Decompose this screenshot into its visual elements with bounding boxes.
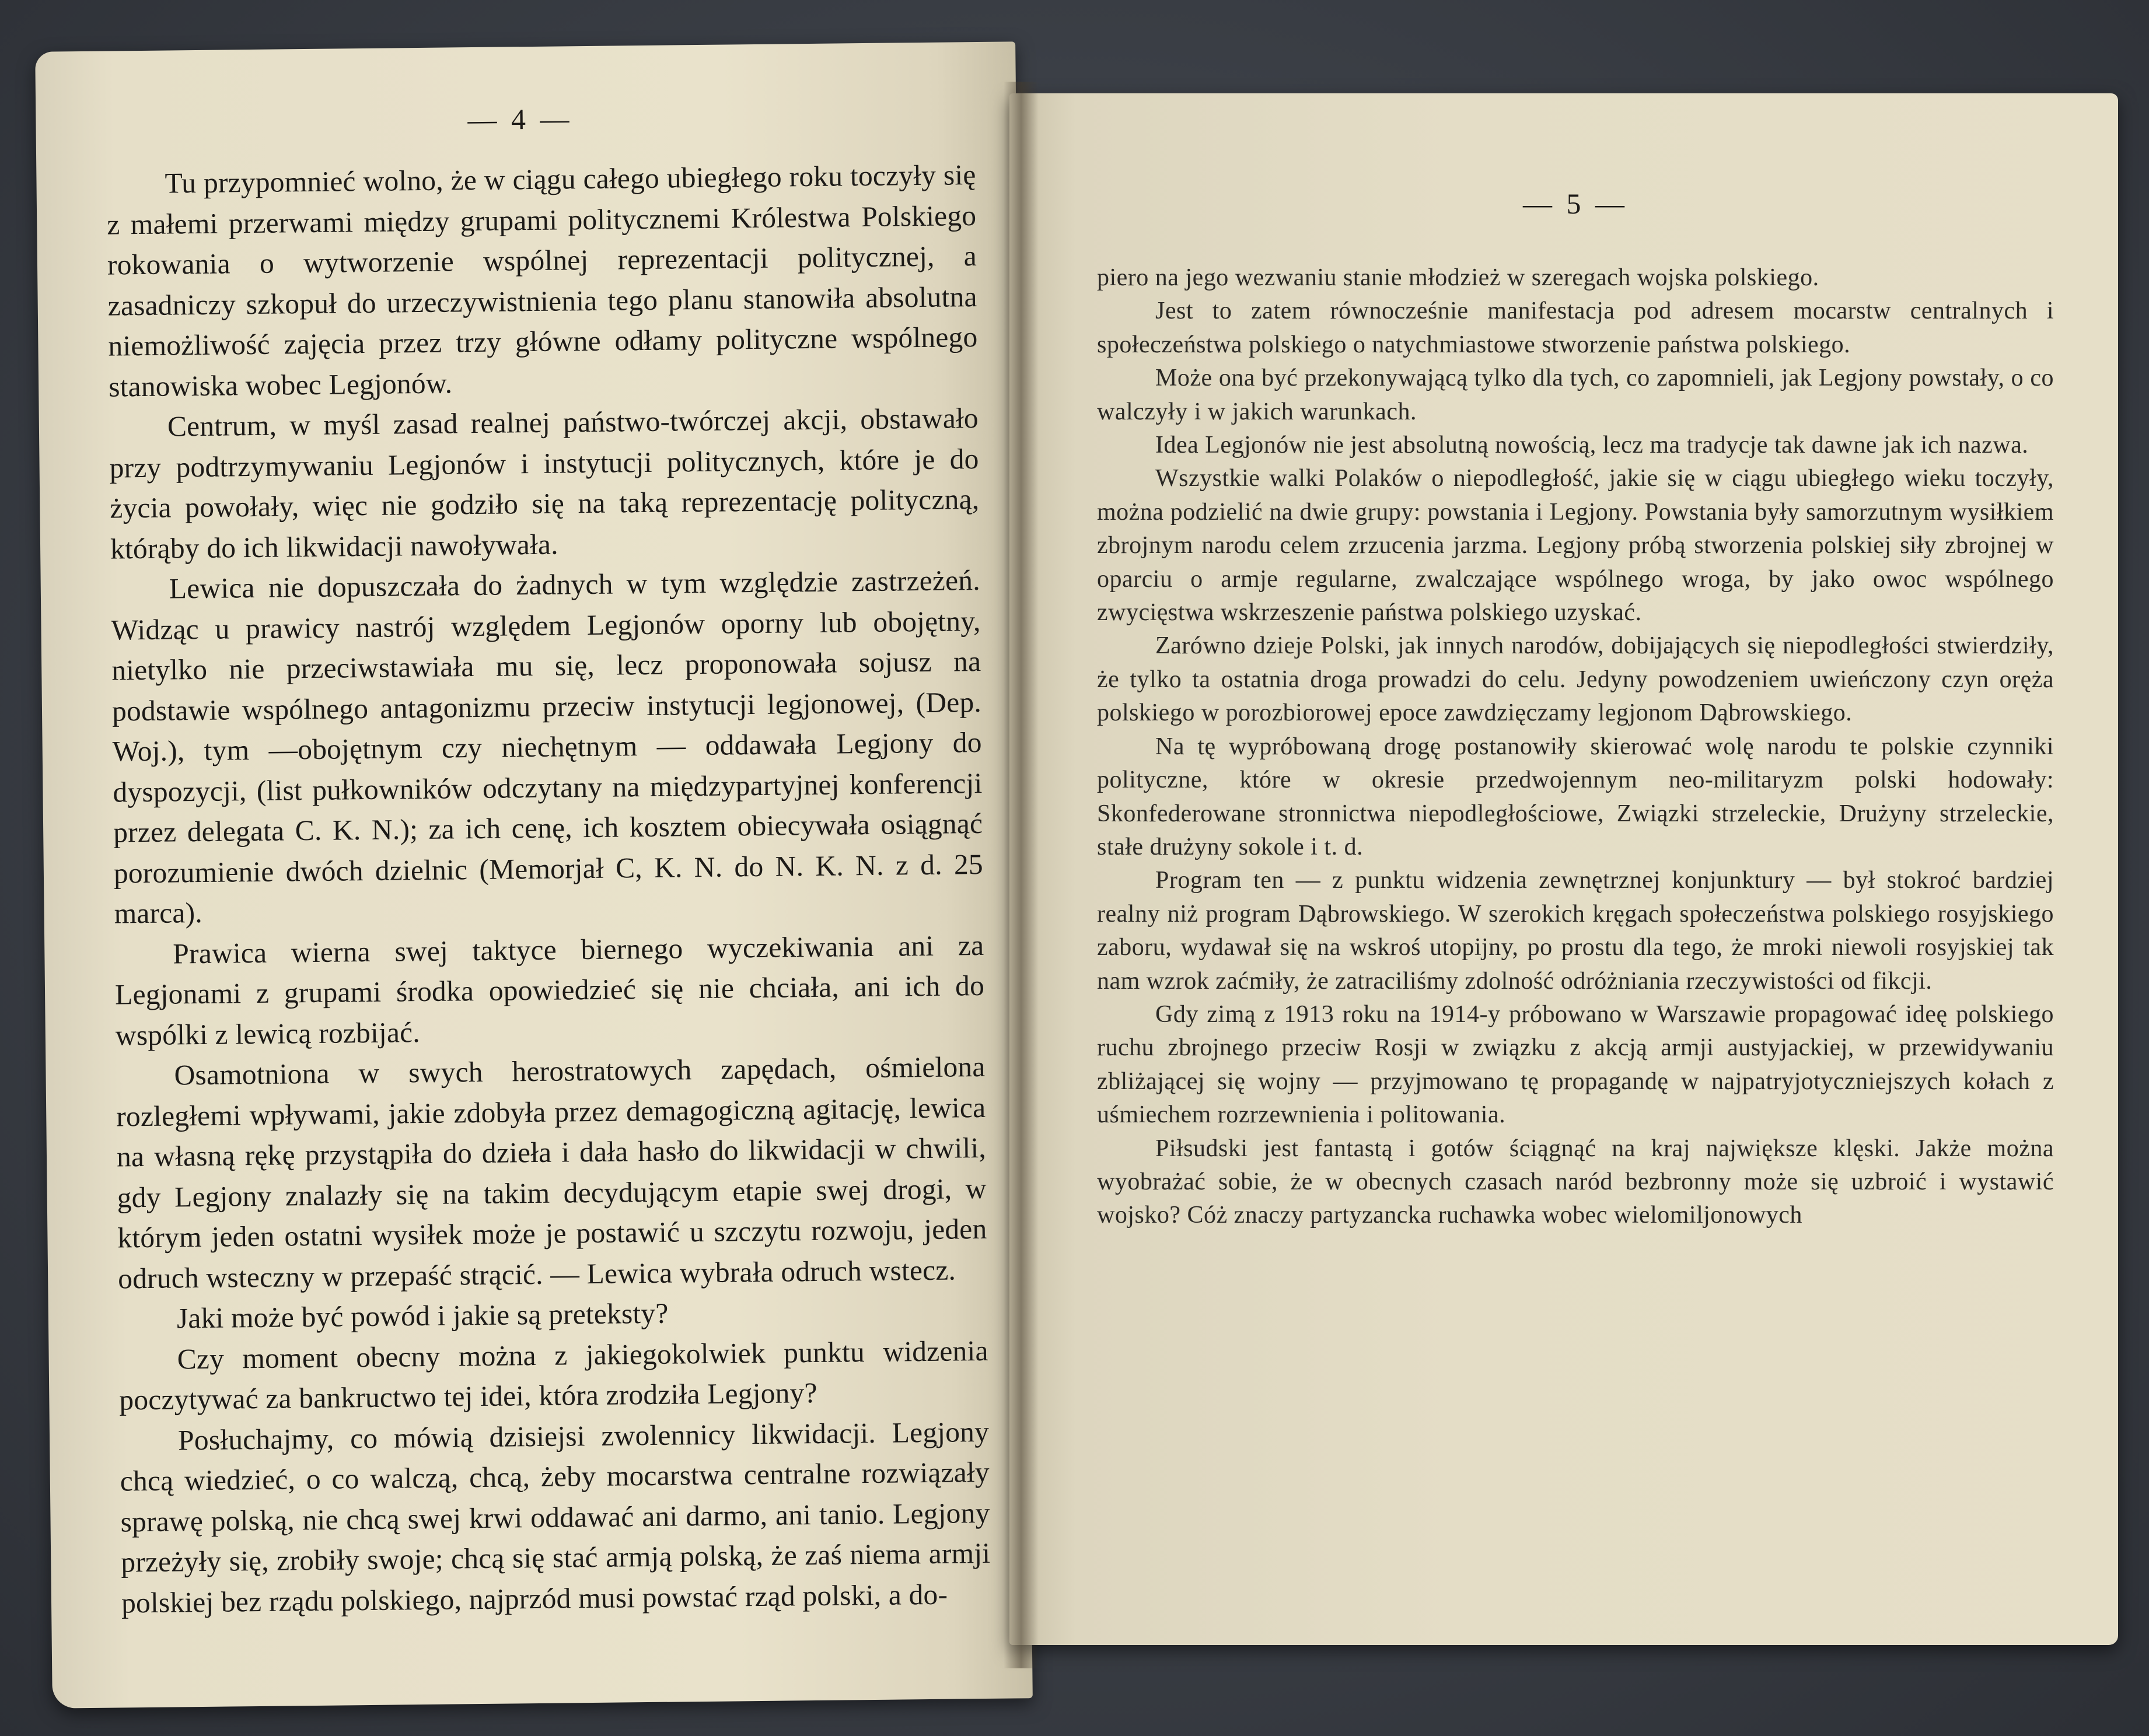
paragraph: Prawica wierna swej taktyce biernego wyczekiwania ani za Legjonami z grupami środka opowiedzieć się nie chciała, ani ich do wspólki z lewicą rozbijać. xyxy=(114,929,985,1052)
right-page xyxy=(1009,93,2118,1645)
paragraph: Wszystkie walki Polaków o niepodległość, jakie się w ciągu ubiegłego wieku toczyły, można podzielić na dwie grupy: powstania i Legjony. Powstania były samorzutnym wysiłkiem zbrojnym narodu celem zrzucenia jarzma. Legjony próbą stworzenia polskiej siły zbrojnej w oparciu o armje regularne, zwalczające wspólnego wroga, by jako owoc wspólnego zwycięstwa wskrzeszenie państwa polskiego uzyskać. xyxy=(1097,465,2054,626)
paragraph: Posłuchajmy, co mówią dzisiejsi zwolennicy likwidacji. Legjony chcą wiedzieć, o co walczą, chcą, żeby mocarstwa centralne rozwiązały sprawę polską, nie chcą swej krwi oddawać ani darmo, ani tanio. Legjony przeżyły się, zrobiły swoje; chcą się stać armją polską, że zaś niema armji polskiej bez rządu polskiego, najprzód musi powstać rząd polski, a do- xyxy=(120,1415,991,1619)
paragraph: Lewica nie dopuszczała do żadnych w tym względzie zastrzeżeń. Widząc u prawicy nastrój względem Legjonów oporny lub obojętny, nietylko nie przeciwstawiała mu się, lecz proponowała sojusz na podstawie wspólnego antagonizmu przeciw instytucji legjonowej, (Dep. Woj.), tym —obojętnym czy niechętnym — oddawała Legjony do dyspozycji, (list pułkowników odczytany na międzypartyjnej konferencji przez delegata C. K. N.); za ich cenę, ich kosztem obiecywała osiągnąć porozumienie dwóch dzielnic (Memorjał C, K. N. do N. K. N. z d. 25 marca). xyxy=(111,564,984,930)
paragraph: Piłsudski jest fantastą i gotów ściągnąć na kraj największe klęski. Jakże można wyobrażać sobie, że w obecnych czasach naród bezbronny może się uzbroić i wystawić wojsko? Cóż znaczy partyzancka ruchawka wobec wielomiljonowych xyxy=(1097,1135,2054,1229)
paragraph: Jaki może być powód i jakie są preteksty? xyxy=(176,1297,669,1335)
paragraph: Osamotniona w swych herostratowych zapędach, ośmielona rozległemi wpływami, jakie zdobyła przez demagogiczną agitację, lewica na własną rękę przystąpiła do dzieła i dała hasło do likwidacji w chwili, gdy Legjony znalazły się na takim decydującym etapie swej drogi, w którym jeden ostatni wysiłek może je postawić u szczytu rozwoju, jeden odruch wsteczny w przepaść strącić. — Lewica wybrała odruch wstecz. xyxy=(116,1050,987,1295)
paragraph: Idea Legjonów nie jest absolutną nowością, lecz ma tradycje tak dawne jak ich nazwa. xyxy=(1155,432,2029,459)
book-gutter xyxy=(1004,82,1039,1668)
page-number-left: — 4 — xyxy=(467,102,573,136)
paragraph: Na tę wypróbowaną drogę postanowiły skierować wolę narodu te polskie czynniki polityczne, które w okresie przedwojennym neo-militaryzm polski hodowały: Skonfederowane stronnictwa niepodległościowe, Związki strzeleckie, Drużyny strzeleckie, stałe drużyny sokole i t. d. xyxy=(1097,733,2054,860)
page-number-right: — 5 — xyxy=(1523,187,1628,220)
paragraph: Gdy zimą z 1913 roku na 1914-y próbowano w Warszawie propagować ideę polskiego ruchu zbrojnego przeciw Rosji w związku z akcją armji austyjackiej, w przewidywaniu zbliżającej się wojny — przyjmowano tę propagandę w najpatryjotyczniejszych kołach z uśmiechem rozrzewnienia i politowania. xyxy=(1097,1000,2054,1129)
left-page xyxy=(35,41,1033,1708)
paragraph: Jest to zatem równocześnie manifestacja pod adresem mocarstw centralnych i społeczeństwa polskiego o natychmiastowe stworzenie państwa polskiego. xyxy=(1097,298,2054,358)
paragraph: Zarówno dzieje Polski, jak innych narodów, dobijających się niepodległości stwierdziły, że tylko ta ostatnia droga prowadzi do celu. Jedyny powodzeniem uwieńczony czyn oręża polskiego w porozbiorowej epoce zawdzięczamy legjonom Dąbrowskiego. xyxy=(1097,632,2054,727)
paragraph: Program ten — z punktu widzenia zewnętrznej konjunktury — był stokroć bardziej realny niż program Dąbrowskiego. W szerokich kręgach społeczeństwa polskiego rosyjskiego zaboru, wydawał się na wskroś utopijny, po prostu dla tego, że mroki niewoli rosyjskiej tak nam wzrok zaćmiły, że zatraciliśmy zdolność odróżniania rzeczywistości od fikcji. xyxy=(1097,867,2054,995)
paragraph: piero na jego wezwaniu stanie młodzież w szeregach wojska polskiego. xyxy=(1097,264,1819,291)
left-page-text xyxy=(106,155,991,1623)
right-page-text xyxy=(1097,261,2054,1233)
paragraph: Może ona być przekonywającą tylko dla tych, co zapomnieli, jak Legjony powstały, o co walczyły i w jakich warunkach. xyxy=(1097,365,2054,425)
paragraph: Centrum, w myśl zasad realnej państwo-twórczej akcji, obstawało przy podtrzymywaniu Legjonów i instytucji politycznych, które je do życia powołały, więc nie godziło się na taką reprezentację polityczną, którąby do ich likwidacji nawoływała. xyxy=(109,401,980,565)
paragraph: Tu przypomnieć wolno, że w ciągu całego ubiegłego roku toczyły się z małemi przerwami między grupami politycznemi Królestwa Polskiego rokowania o wytworzenie wspólnej reprezentacji politycznej, a zasadniczy szkopuł do urzeczywistnienia tego planu stanowiła absolutna niemożliwość zajęcia przez trzy główne odłamy polityczne wspólnego stanowiska wobec Legjonów. xyxy=(106,159,978,403)
paragraph: Czy moment obecny można z jakiegokolwiek punktu widzenia poczytywać za bankructwo tej idei, która zrodziła Legjony? xyxy=(119,1334,988,1416)
open-book xyxy=(18,23,2136,1715)
